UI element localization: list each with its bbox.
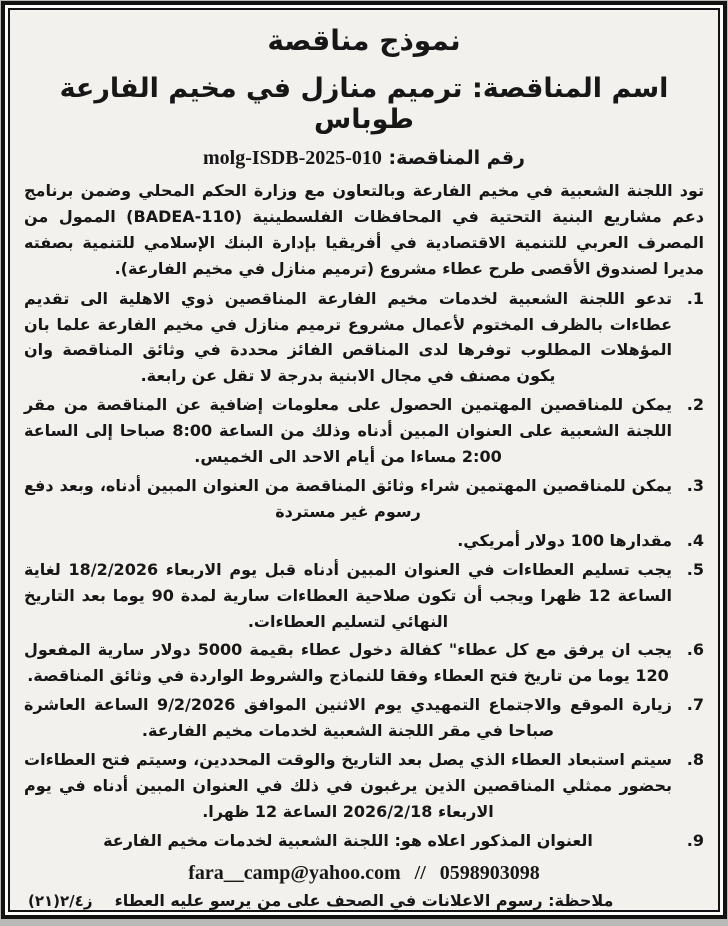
list-item bbox=[24, 747, 704, 825]
note-line: ملاحظة: رسوم الاعلانات في الصحف على من يرسو عليه العطاء bbox=[114, 890, 614, 910]
list-item bbox=[24, 557, 704, 635]
item-text: تدعو اللجنة الشعبية لخدمات مخيم الفارعة المناقصين ذوي الاهلية الى تقديم عطاءات بالظرف المختوم لأعمال مشروع ترميم منازل في مخيم الفارعة علما بان المؤهلات المطلوب توفرها لدى المناقص الفائز محددة في وثائق المناقصة وان يكون مصنف في مجال الابنية بدرجة لا تقل عن رابعة. bbox=[24, 288, 672, 386]
item-number: 3. bbox=[686, 475, 704, 495]
list-item bbox=[24, 692, 704, 744]
list-item bbox=[24, 392, 704, 470]
list-item bbox=[24, 637, 704, 689]
item-number: 9. bbox=[686, 830, 704, 850]
list-item bbox=[24, 286, 704, 390]
contact-separator: // bbox=[414, 861, 426, 884]
list-item bbox=[24, 828, 704, 854]
tender-number-value: molg-ISDB-2025-010 bbox=[203, 147, 382, 169]
intro-paragraph: تود اللجنة الشعبية في مخيم الفارعة وبالتعاون مع وزارة الحكم المحلي وضمن برنامج دعم مشاريع البنية التحتية في المحافظات الفلسطينية (BADEA-110) الممول من المصرف العربي للتنمية الاقتصادية في أفريقيا بإدارة البنك الإسلامي للتنمية بصفته مديرا لصندوق الأقصى طرح عطاء مشروع (ترميم منازل في مخيم الفارعة). bbox=[24, 181, 704, 278]
inner-frame bbox=[8, 8, 720, 912]
item-number: 4. bbox=[686, 530, 704, 550]
item-number: 6. bbox=[686, 640, 704, 660]
tender-number-line bbox=[22, 147, 706, 170]
item-number: 5. bbox=[686, 559, 704, 579]
list-item bbox=[24, 528, 704, 554]
item-number: 2. bbox=[686, 395, 704, 415]
item-text: يمكن للمناقصين المهتمين الحصول على معلومات إضافية عن المناقصة من مقر اللجنة الشعبية على العنوان المبين أدناه وذلك من الساعة 8:00 صباحا إلى الساعة 2:00 مساءا من أيام الاحد الى الخميس. bbox=[24, 395, 673, 467]
item-number: 1. bbox=[686, 288, 704, 308]
form-title: نموذج مناقصة bbox=[267, 24, 461, 57]
item-number: 7. bbox=[686, 695, 704, 715]
item-text: العنوان المذكور اعلاه هو: اللجنة الشعبية لخدمات مخيم الفارعة bbox=[103, 830, 593, 850]
tender-number-label: رقم المناقصة: bbox=[388, 147, 525, 169]
tender-name-title: اسم المناقصة: ترميم منازل في مخيم الفارعة طوباس bbox=[59, 73, 669, 135]
list-item bbox=[24, 473, 704, 525]
contact-email: fara__camp@yahoo.com bbox=[188, 861, 401, 884]
item-text: يجب ان يرفق مع كل عطاء" كفالة دخول عطاء بقيمة 5000 دولار سارية المفعول 120 يوما من تاريخ فتح العطاء وفقا للنماذج والشروط الواردة في وثائق المناقصة. bbox=[24, 640, 672, 686]
item-number: 8. bbox=[686, 750, 704, 770]
item-text: زيارة الموقع والاجتماع التمهيدي يوم الاثنين الموافق 9/2/2026 الساعة العاشرة صباحا في مقر اللجنة الشعبية لخدمات مخيم الفارعة. bbox=[24, 695, 673, 741]
item-text: يمكن للمناقصين المهتمين شراء وثائق المناقصة من العنوان المبين أدناه، وبعد دفع رسوم غير مستردة bbox=[24, 475, 672, 521]
edition-code: ز٢/٤(٢١) bbox=[28, 891, 93, 910]
item-text: سيتم استبعاد العطاء الذي يصل بعد التاريخ والوقت المحددين، وسيتم فتح العطاءات بحضور ممثلي المناقصين الذين يرغبون في ذلك في العنوان المبين أدناه في يوم الاربعاء 2026/2/18 الساعة 12 ظهرا. bbox=[24, 750, 672, 821]
tender-terms-list bbox=[24, 286, 704, 854]
contact-phone: 0598903098 bbox=[439, 861, 540, 884]
outer-frame bbox=[1, 1, 727, 919]
item-text: يجب تسليم العطاءات في العنوان المبين أدناه قبل يوم الاربعاء 18/2/2026 لغاية الساعة 12 ظهرا ويجب أن تكون صلاحية العطاءات سارية لمدة 90 يوما بعد التاريخ النهائي لتسليم العطاءات. bbox=[24, 559, 672, 631]
footer-row bbox=[22, 891, 706, 910]
item-text: مقدارها 100 دولار أمريكي. bbox=[457, 530, 672, 550]
contact-line bbox=[22, 862, 706, 885]
